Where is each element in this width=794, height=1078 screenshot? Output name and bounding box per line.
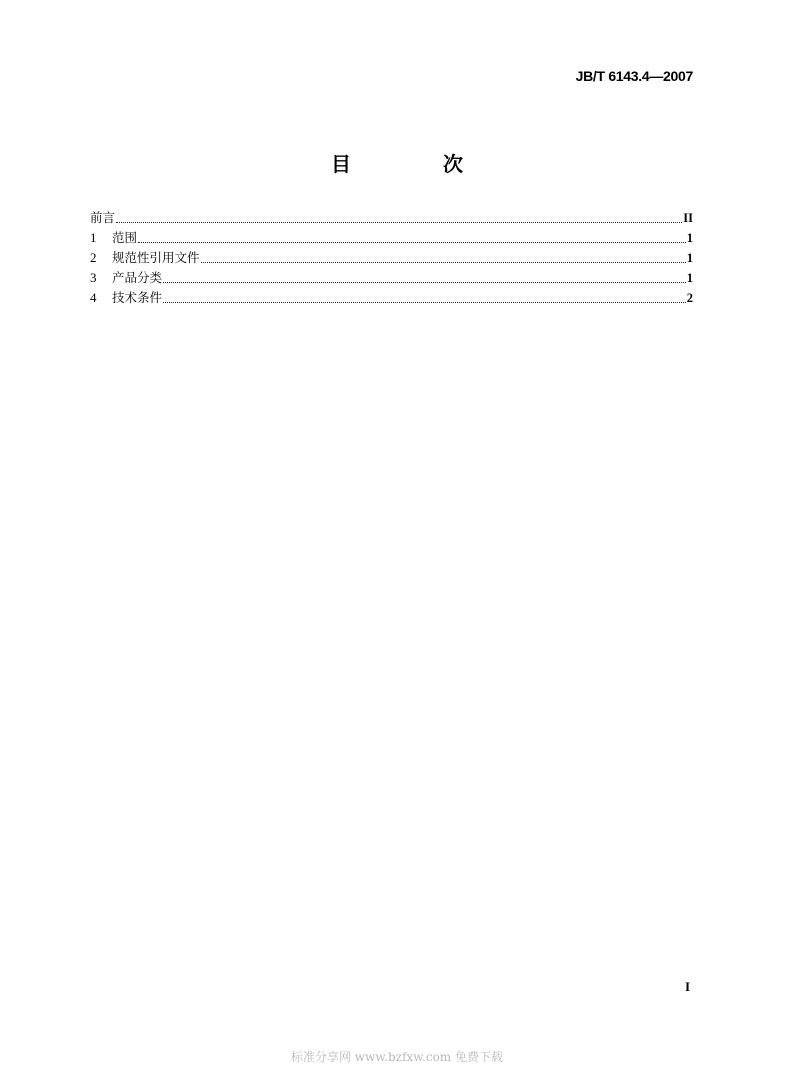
toc-entry-page: 1 [686, 271, 693, 285]
toc-entry-page: 1 [686, 251, 693, 265]
table-of-contents [90, 208, 693, 308]
toc-dot-leader [116, 212, 682, 223]
toc-entry-foreword[interactable] [90, 208, 693, 228]
toc-entry-page: II [683, 211, 693, 225]
toc-dot-leader [201, 252, 686, 263]
toc-entry-technical-conditions[interactable] [90, 288, 693, 308]
toc-entry-label: 规范性引用文件 [112, 250, 200, 265]
toc-entry-label: 范围 [112, 230, 138, 245]
toc-entry-number: 1 [90, 230, 97, 245]
page-number: I [684, 979, 690, 994]
toc-entry-page: 1 [686, 231, 693, 245]
toc-title: 目 次 [331, 152, 499, 176]
toc-entry-label: 技术条件 [112, 290, 163, 305]
toc-entry-label: 产品分类 [112, 270, 163, 285]
toc-entry-number: 4 [90, 290, 97, 305]
toc-dot-leader [163, 272, 686, 283]
toc-entry-scope[interactable] [90, 228, 693, 248]
standard-code: JB/T 6143.4—2007 [575, 68, 693, 84]
toc-entry-product-classification[interactable] [90, 268, 693, 288]
watermark-text: 标准分享网 www.bzfxw.com 免费下载 [290, 1050, 504, 1064]
toc-dot-leader [138, 232, 686, 243]
toc-entry-page: 2 [686, 291, 693, 305]
toc-entry-number: 2 [90, 250, 97, 265]
toc-entry-label: 前言 [90, 210, 116, 225]
toc-entry-number: 3 [90, 270, 97, 285]
toc-dot-leader [163, 292, 686, 303]
toc-entry-normative-references[interactable] [90, 248, 693, 268]
